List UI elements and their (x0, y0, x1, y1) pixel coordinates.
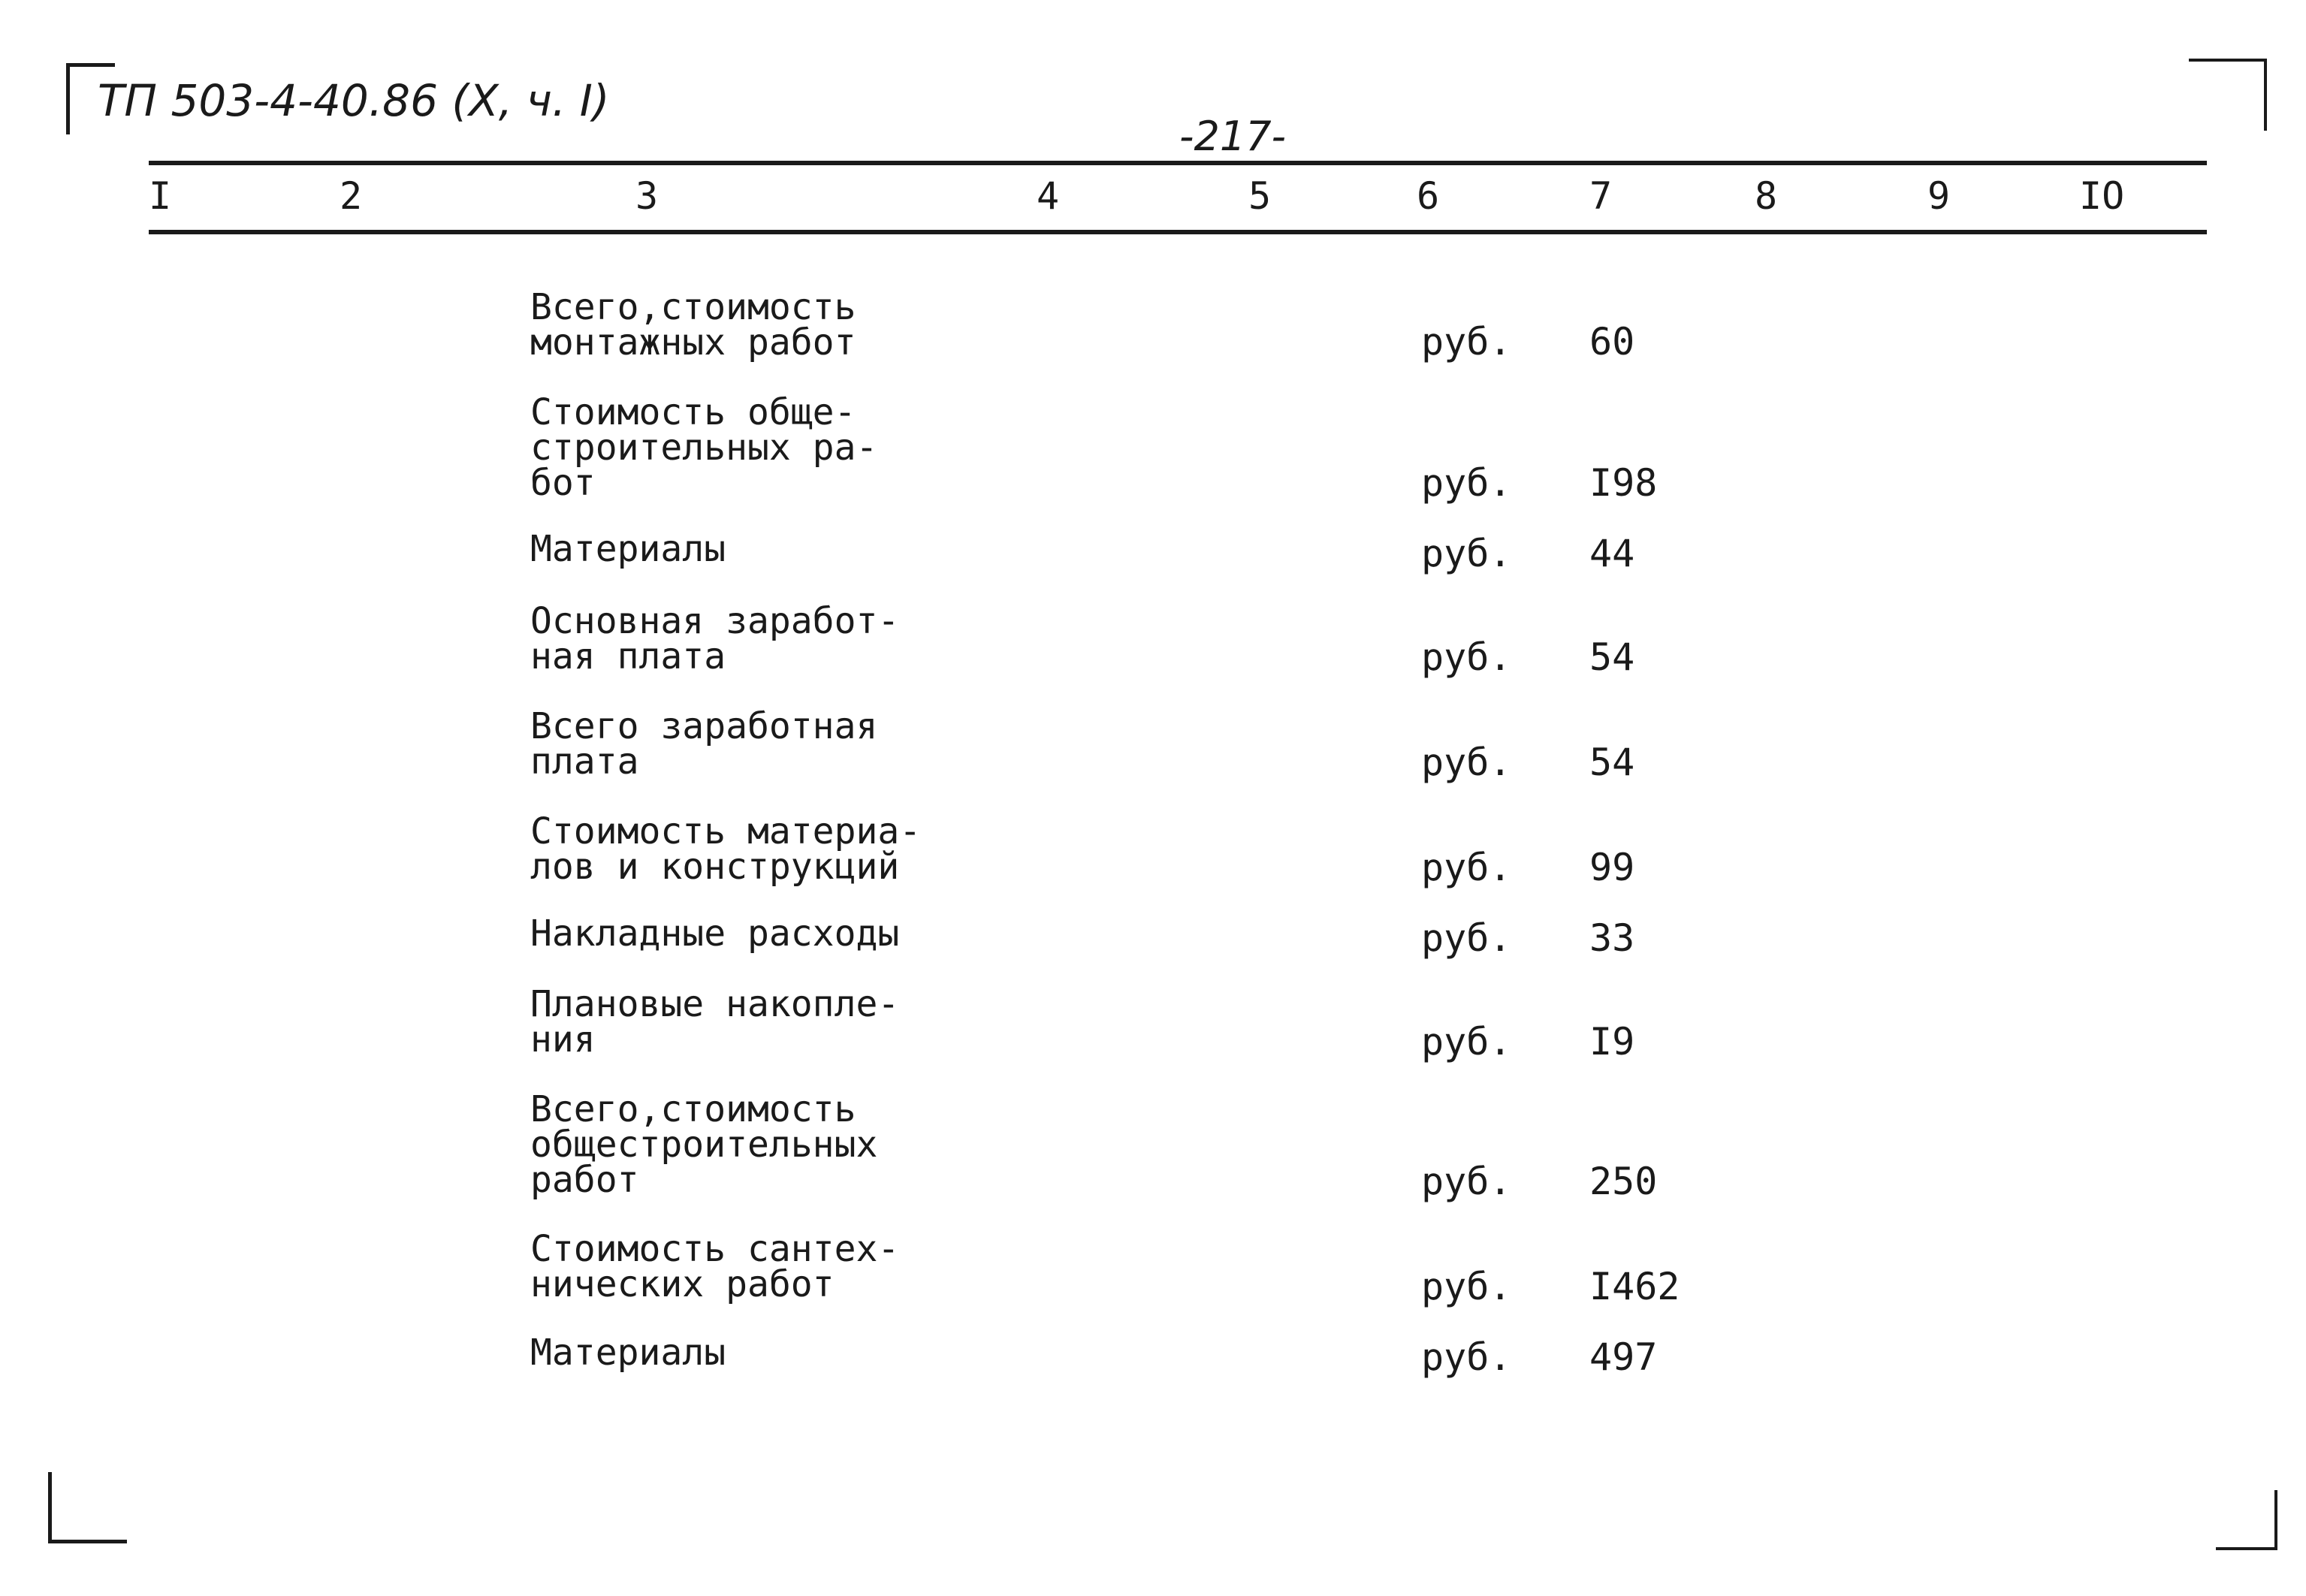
row-description: Стоимость сантех- нических работ (530, 1228, 900, 1305)
row-value: 54 (1589, 741, 1635, 784)
column-number-5: 5 (1248, 174, 1272, 218)
header-top-rule (149, 161, 2207, 165)
row-value: 44 (1589, 532, 1635, 575)
row-description: Стоимость обще- строительных ра- бот (530, 391, 878, 504)
column-number-2: 2 (340, 174, 363, 218)
row-value: 33 (1589, 916, 1635, 960)
column-number-4: 4 (1037, 174, 1060, 218)
column-number-9: 9 (1927, 174, 1951, 218)
row-unit: руб. (1421, 320, 1512, 364)
row-unit: руб. (1421, 916, 1512, 960)
page-number: -217- (1179, 113, 1287, 160)
row-unit: руб. (1421, 741, 1512, 784)
column-number-7: 7 (1589, 174, 1613, 218)
row-unit: руб. (1421, 532, 1512, 575)
row-value: 250 (1589, 1160, 1658, 1203)
row-value: I9 (1589, 1020, 1635, 1063)
row-description: Накладные расходы (530, 913, 900, 955)
row-value: I462 (1589, 1265, 1680, 1308)
row-description: Основная заработ- ная плата (530, 600, 900, 677)
row-unit: руб. (1421, 1265, 1512, 1308)
row-unit: руб. (1421, 1335, 1512, 1379)
row-value: I98 (1589, 461, 1658, 505)
column-number-8: 8 (1755, 174, 1778, 218)
row-description: Всего,стоимость общестроительных работ (530, 1088, 878, 1201)
row-value: 99 (1589, 846, 1635, 889)
row-value: 54 (1589, 635, 1635, 679)
row-unit: руб. (1421, 1160, 1512, 1203)
column-number-3: 3 (635, 174, 659, 218)
row-description: Материалы (530, 1332, 726, 1374)
row-unit: руб. (1421, 846, 1512, 889)
column-number-6: 6 (1417, 174, 1440, 218)
corner-bottom-right (2216, 1490, 2277, 1550)
row-value: 60 (1589, 320, 1635, 364)
row-description: Стоимость материа- лов и конструкций (530, 810, 922, 888)
column-number-1: I (149, 174, 172, 218)
row-value: 497 (1589, 1335, 1658, 1379)
row-unit: руб. (1421, 1020, 1512, 1063)
row-unit: руб. (1421, 635, 1512, 679)
row-description: Плановые накопле- ния (530, 983, 900, 1060)
header-bottom-rule (149, 230, 2207, 234)
row-description: Всего заработная плата (530, 705, 878, 783)
corner-top-right (2189, 59, 2267, 131)
row-unit: руб. (1421, 461, 1512, 505)
column-number-10: IO (2079, 174, 2125, 218)
corner-bottom-left (48, 1472, 127, 1543)
row-description: Материалы (530, 528, 726, 570)
document-code: ТП 503-4-40.86 (X, ч. I) (98, 75, 610, 126)
row-description: Всего,стоимость монтажных работ (530, 286, 856, 364)
